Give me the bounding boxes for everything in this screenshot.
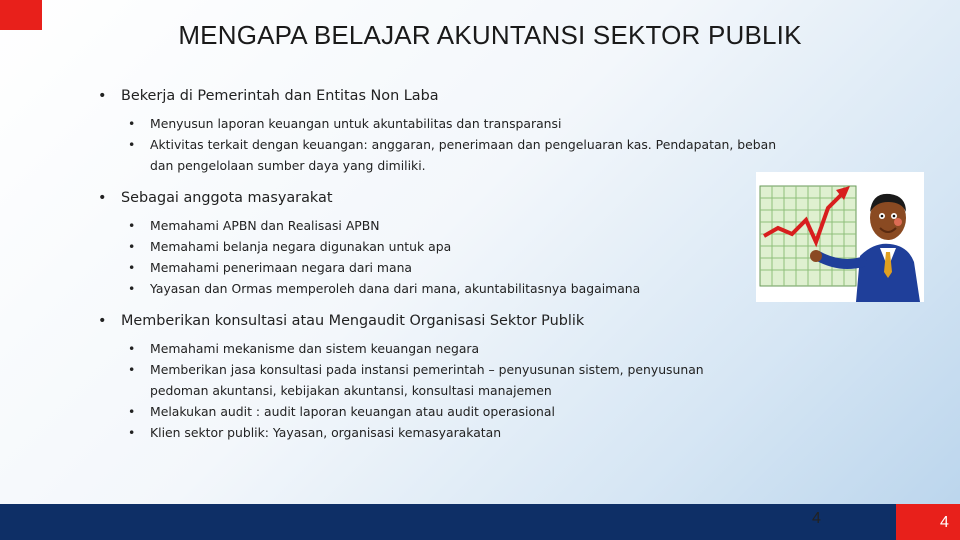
- slide-content: [98, 88, 778, 457]
- bullet: •: [128, 425, 136, 440]
- businessman-chart-illustration: [756, 172, 924, 302]
- section-3: [98, 313, 778, 443]
- section-heading: • Memberikan konsultasi atau Mengaudit Organisasi Sektor Publik: [98, 313, 585, 329]
- bullet: •: [98, 313, 107, 329]
- slide-title: MENGAPA BELAJAR AKUNTANSI SEKTOR PUBLIK: [178, 20, 802, 50]
- list-item: • Klien sektor publik: Yayasan, organisasi kemasyarakatan: [128, 422, 756, 443]
- bullet: •: [128, 362, 136, 377]
- bullet: •: [128, 218, 136, 233]
- bullet: •: [98, 190, 107, 206]
- list-item: • Menyusun laporan keuangan untuk akuntabilitas dan transparansi: [128, 113, 778, 134]
- bullet: •: [128, 260, 136, 275]
- page-number: 4: [812, 510, 821, 527]
- section-heading: • Sebagai anggota masyarakat: [98, 190, 333, 206]
- list-item: • Memberikan jasa konsultasi pada instansi pemerintah – penyusunan sistem, penyusunan pedoman akuntansi, kebijakan akuntansi, konsultasi manajemen: [128, 359, 756, 401]
- list-item: • Memahami APBN dan Realisasi APBN: [128, 215, 778, 236]
- list-item: • Memahami mekanisme dan sistem keuangan negara: [128, 338, 756, 359]
- list-item: • Aktivitas terkait dengan keuangan: anggaran, penerimaan dan pengeluaran kas. Pendapatan, beban dan pengelolaan sumber daya yang dimiliki.: [128, 134, 778, 176]
- footer-accent: [896, 504, 960, 540]
- bullet: •: [128, 239, 136, 254]
- list-item: • Memahami penerimaan negara dari mana: [128, 257, 778, 278]
- section-1: [98, 88, 778, 176]
- bullet: •: [128, 341, 136, 356]
- section-2: [98, 190, 778, 299]
- bullet: •: [128, 404, 136, 419]
- section-heading: • Bekerja di Pemerintah dan Entitas Non Laba: [98, 88, 439, 104]
- list-item: • Yayasan dan Ormas memperoleh dana dari mana, akuntabilitasnya bagaimana: [128, 278, 778, 299]
- bullet: •: [128, 137, 136, 152]
- bullet: •: [98, 88, 107, 104]
- list-item: • Melakukan audit : audit laporan keuangan atau audit operasional: [128, 401, 756, 422]
- bullet: •: [128, 116, 136, 131]
- footer-page-number: 4: [940, 514, 949, 531]
- list-item: • Memahami belanja negara digunakan untuk apa: [128, 236, 778, 257]
- bullet: •: [128, 281, 136, 296]
